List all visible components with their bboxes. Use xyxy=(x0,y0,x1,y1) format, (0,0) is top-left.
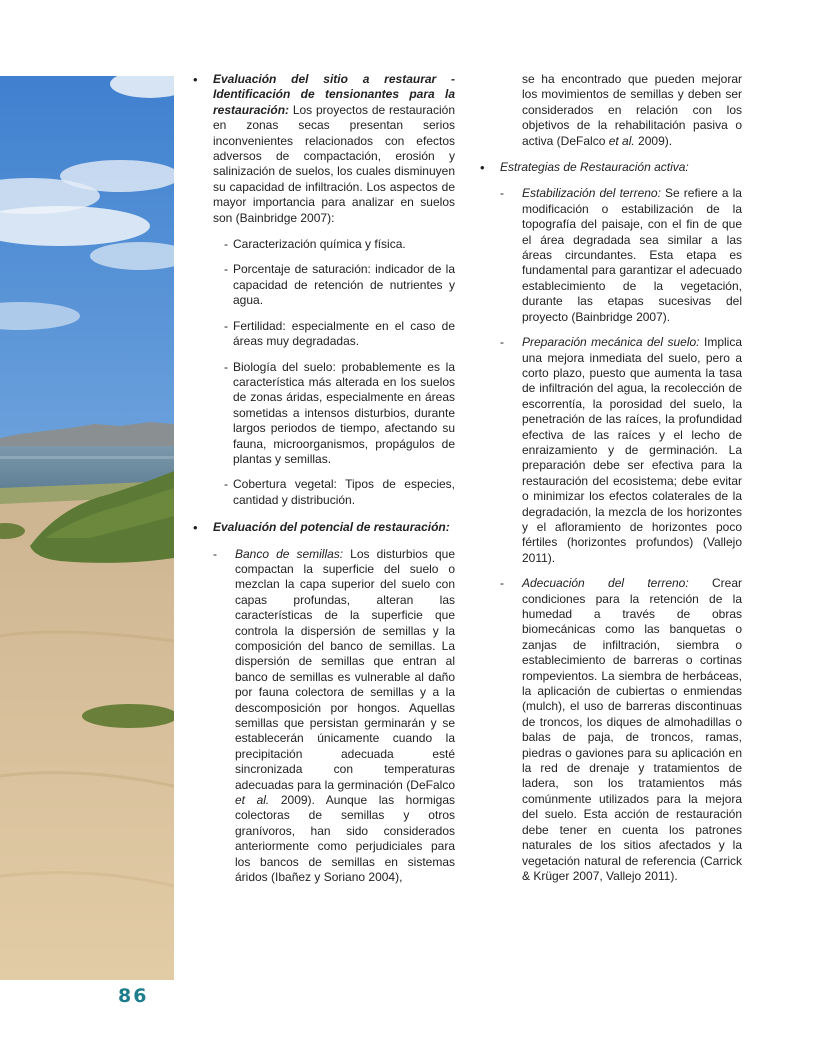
list-item xyxy=(191,477,455,508)
dash-marker: - xyxy=(500,576,504,591)
seed-bank-body: Los disturbios que compactan la superficie del suelo o mezclan la capa superior del suelo con capas profundas, alteran las características de la superficie que controla la dispersión de semillas y la composición del banco de semillas. La dispersión de semillas que entran al banco de semillas es vulnerable al daño por fauna colectora de semillas y a la descomposición por hongos. Aquellas semillas que persistan germinarán y se establecerán únicamente cuando la precipitación adecuada esté sincronizada con temperaturas adecuadas para la germinación (DeFalco xyxy=(235,546,455,792)
strategy-item xyxy=(478,186,742,325)
seed-bank-body-end: 2009). Aunque las hormigas colectoras de semillas y otros granívoros, han sido considerados anteriormente como perjudiciales para los bancos de semillas en sistemas áridos (Ibañez y Soriano 2004), xyxy=(235,793,456,885)
strategy-body: Implica una mejora inmediata del suelo, pero a corto plazo, puesto que aumenta la tasa de infiltración del agua, la recolección de escorrentía, la porosidad del suelo, la penetración de las raíces, la profundidad efectiva de las raíces y el lecho de enraizamiento y de germinación. La preparación debe ser efectiva para la restauración del ecosistema; debe evitar o minimizar los efectos colaterales de la degradación, la mezcla de los horizontes y el afloramiento de horizontes poco fértiles (horizontes profundos) (Vallejo 2011). xyxy=(522,335,742,565)
dash-marker: - xyxy=(224,359,228,374)
list-item xyxy=(191,262,455,308)
strategy-label: Adecuación del terreno: xyxy=(522,576,689,591)
seed-bank-paragraph xyxy=(191,547,455,886)
continued-text: se ha encontrado que pueden mejorar los movimientos de semillas y deben ser considerados en relación con los objetivos de la rehabilitación pasiva o activa (DeFalco xyxy=(522,72,742,148)
bullet-site-evaluation xyxy=(191,72,455,226)
strategy-item xyxy=(478,576,742,884)
dash-marker: - xyxy=(500,335,504,350)
list-item-text: Cobertura vegetal: Tipos de especies, cantidad y distribución. xyxy=(233,477,455,507)
left-column xyxy=(191,72,455,896)
list-item xyxy=(191,360,455,468)
dash-marker: - xyxy=(224,477,228,492)
strategy-item xyxy=(478,335,742,566)
list-item-text: Porcentaje de saturación: indicador de la capacidad de retención de nutrientes y agua. xyxy=(233,262,455,308)
landscape-photo xyxy=(0,76,174,980)
strategy-body: Crear condiciones para la retención de la humedad a través de obras biomecánicas como las banquetas o zanjas de infiltración, siembra o establecimiento de barreras o cortinas rompevientos. La siembra de herbáceas, la aplicación de cubiertas o enmiendas (mulch), el uso de barreras discontinuas de troncos, los diques de almohadillas o balas de paja, de troncos, ramas, piedras o gaviones para su aplicación en la red de drenaje y tratamientos de ladera, son los tratamientos más comúnmente utilizados para la mejora del suelo. Esta acción de restauración debe tener en cuenta los patrones naturales de los sitios afectados y la vegetación natural de referencia (Carrick & Krüger 2007, Vallejo 2011). xyxy=(522,576,742,883)
list-item-text: Biología del suelo: probablemente es la característica más alterada en los suelos de zonas áridas, especialmente en áreas sometidas a intensos disturbios, durante largos periodos de tiempo, afectando su fauna, microorganismos, propágulos de plantas y semillas. xyxy=(233,359,455,466)
right-column xyxy=(478,72,742,894)
et-al: et al. xyxy=(235,793,270,808)
bullet-restoration-potential xyxy=(191,520,455,535)
list-item-text: Fertilidad: especialmente en el caso de áreas muy degradadas. xyxy=(233,318,455,349)
dash-marker: - xyxy=(213,546,217,561)
strategy-label: Estabilización del terreno: xyxy=(522,186,661,201)
bullet-title: Evaluación del sitio a restaurar - Identificación de tensionantes para la restauración: xyxy=(213,72,455,117)
strategy-label: Preparación mecánica del suelo: xyxy=(522,335,700,350)
continued-text-end: 2009). xyxy=(634,133,673,148)
list-item xyxy=(191,237,455,252)
dash-marker: - xyxy=(224,262,228,277)
dash-marker: - xyxy=(500,186,504,201)
list-item-text: Caracterización química y física. xyxy=(233,237,406,252)
et-al: et al. xyxy=(608,133,635,148)
bullet-body: Los proyectos de restauración en zonas secas presentan serios inconvenientes relacionados con efectos adversos de compactación, erosión y salinización de suelos, los cuales disminuyen su capacidad de infiltración. Los aspectos de mayor importancia para analizar en suelos son (Bainbridge 2007): xyxy=(213,102,455,225)
dash-marker: - xyxy=(224,318,228,333)
seed-bank-label: Banco de semillas: xyxy=(235,546,344,561)
dry-coast-landscape-image xyxy=(0,76,174,980)
page-number: 86 xyxy=(118,985,149,1007)
bullet-title: Estrategias de Restauración activa: xyxy=(500,160,689,175)
strategy-body: Se refiere a la modificación o estabilización de la topografía del paisaje, con el fin de que el área degradada sea similar a las áreas circundantes. Esta etapa es fundamental para garantizar el adecuado establecimiento de la vegetación, durante las etapas sucesivas del proyecto (Bainbridge 2007). xyxy=(522,186,742,324)
bullet-active-strategies xyxy=(478,160,742,175)
continued-paragraph xyxy=(478,72,742,149)
bullet-title: Evaluación del potencial de restauración: xyxy=(213,520,450,535)
list-item xyxy=(191,319,455,350)
dash-marker: - xyxy=(224,237,228,252)
